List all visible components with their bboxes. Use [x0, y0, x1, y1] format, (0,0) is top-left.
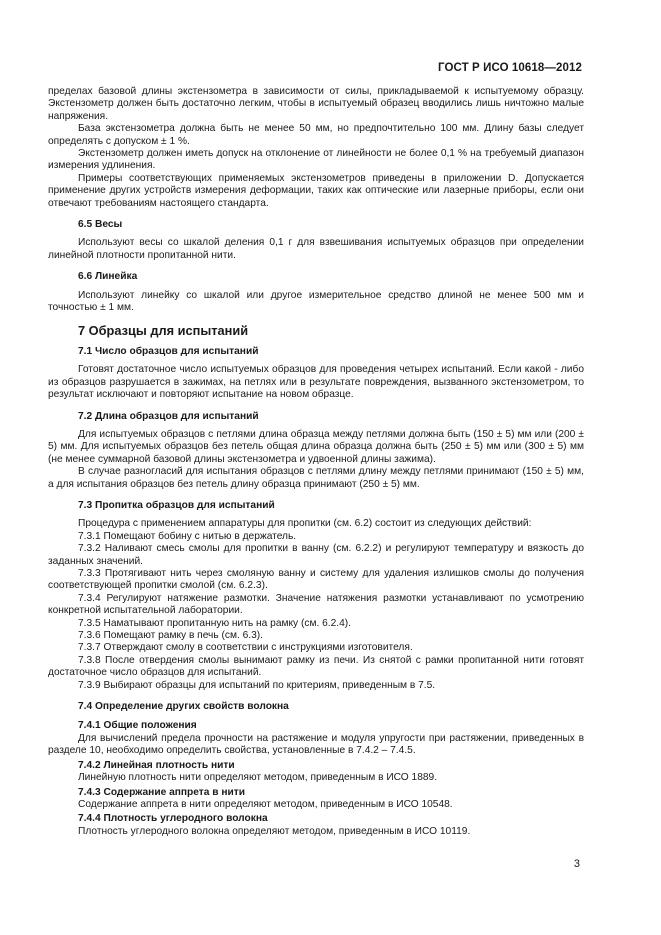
- step-7-3-4: 7.3.4 Регулируют натяжение размотки. Значение натяжения размотки устанавливают по усмотрению конкретной испытательной лаборатории.: [48, 592, 584, 617]
- subsection-heading-7-4-4: 7.4.4 Плотность углеродного волокна: [78, 813, 268, 825]
- step-7-3-6: 7.3.6 Помещают рамку в печь (см. 6.3).: [78, 630, 264, 642]
- subsection-heading-7-4-2: 7.4.2 Линейная плотность нити: [78, 759, 235, 771]
- paragraph: Содержание аппрета в нити определяют методом, приведенным в ИСО 10548.: [78, 798, 453, 810]
- paragraph: В случае разногласий для испытания образцов с петлями длину между петлями принимают (150 ± 5) мм, а для испытания образцов без петель длину образца принимают (250 ± 5) мм.: [48, 466, 584, 490]
- section-heading-6-6: 6.6 Линейка: [78, 271, 138, 283]
- step-7-3-3: 7.3.3 Протягивают нить через смоляную ванну и систему для удаления излишков смолы до получения соответствующей пропитки смолой (см. 6.2.3).: [48, 568, 584, 592]
- subsection-heading-7-4-1: 7.4.1 Общие положения: [78, 720, 197, 732]
- page-number: 3: [573, 858, 580, 870]
- paragraph: База экстензометра должна быть не менее 50 мм, но предпочтительно 100 мм. Длину базы следует определять с допуском ± 1 %.: [48, 123, 584, 147]
- paragraph: Линейную плотность нити определяют методом, приведенным в ИСО 1889.: [78, 772, 438, 784]
- section-heading-7-4: 7.4 Определение других свойств волокна: [78, 701, 289, 713]
- document-code: ГОСТ Р ИСО 10618—2012: [437, 62, 582, 74]
- subsection-heading-7-4-3: 7.4.3 Содержание аппрета в нити: [78, 786, 246, 798]
- paragraph: Плотность углеродного волокна определяют методом, приведенным в ИСО 10119.: [78, 825, 471, 837]
- step-7-3-7: 7.3.7 Отверждают смолу в соответствии с инструкциями изготовителя.: [78, 642, 413, 654]
- paragraph: Используют весы со шкалой деления 0,1 г для взвешивания испытуемых образцов при определении линейной плотности пропитанной нити.: [48, 237, 584, 261]
- section-heading-7-2: 7.2 Длина образцов для испытаний: [78, 410, 259, 422]
- paragraph: пределах базовой длины экстензометра в зависимости от силы, прикладываемой к испытуемому образцу. Экстензометр должен быть достаточно легким, чтобы в испытуемый образец вводились лишь ничтожно малые напряжения.: [48, 86, 584, 122]
- paragraph: Готовят достаточное число испытуемых образцов для проведения четырех испытаний. Если какой - либо из образцов разрушается в зажимах, на петлях или в результате повреждения, вызванного экстензометром, то результат исключают и повторяют испытание на новом образце.: [48, 364, 584, 401]
- section-heading-7-3: 7.3 Пропитка образцов для испытаний: [78, 499, 275, 511]
- paragraph: Примеры соответствующих применяемых экстензометров приведены в приложении D. Допускается применение других устройств измерения деформации, таких как оптические или лазерные приборы, если они отвечают требованиям настоящего стандарта.: [48, 172, 584, 209]
- paragraph: Процедура с применением аппаратуры для пропитки (см. 6.2) состоит из следующих действий:: [78, 518, 532, 530]
- paragraph: Экстензометр должен иметь допуск на отклонение от линейности не более 0,1 % на требуемый диапазон измерения удлинения.: [48, 148, 584, 172]
- step-7-3-9: 7.3.9 Выбирают образцы для испытаний по критериям, приведенным в 7.5.: [78, 679, 436, 691]
- step-7-3-5: 7.3.5 Наматывают пропитанную нить на рамку (см. 6.2.4).: [78, 617, 352, 629]
- section-heading-7: 7 Образцы для испытаний: [78, 322, 249, 338]
- page-content: [48, 86, 584, 838]
- step-7-3-8: 7.3.8 После отвердения смолы вынимают рамку из печи. Из снятой с рамки пропитанной нити готовят достаточное число образцов для испытаний.: [48, 654, 584, 679]
- paragraph: Для вычислений предела прочности на растяжение и модуля упругости при растяжении, приведенных в разделе 10, необходимо определить свойства, установленные в 7.4.2 – 7.4.5.: [48, 732, 584, 757]
- section-heading-6-5: 6.5 Весы: [78, 219, 123, 231]
- section-heading-7-1: 7.1 Число образцов для испытаний: [78, 345, 259, 357]
- paragraph: Для испытуемых образцов с петлями длина образца между петлями должна быть (150 ± 5) мм или (200 ± 5) мм. Для испытуемых образцов без петель общая длина образца должна быть (250 ± 5) мм или (300 ± 5) мм (не менее суммарной базовой длины экстензометра и удвоенной длины зажима).: [48, 428, 584, 465]
- step-7-3-2: 7.3.2 Наливают смесь смолы для пропитки в ванну (см. 6.2.2) и регулируют температуру и вязкость до заданных значений.: [48, 543, 584, 567]
- paragraph: Используют линейку со шкалой или другое измерительное средство длиной не менее 500 мм и точностью ± 1 мм.: [48, 289, 584, 314]
- step-7-3-1: 7.3.1 Помещают бобину с нитью в держатель.: [78, 530, 297, 542]
